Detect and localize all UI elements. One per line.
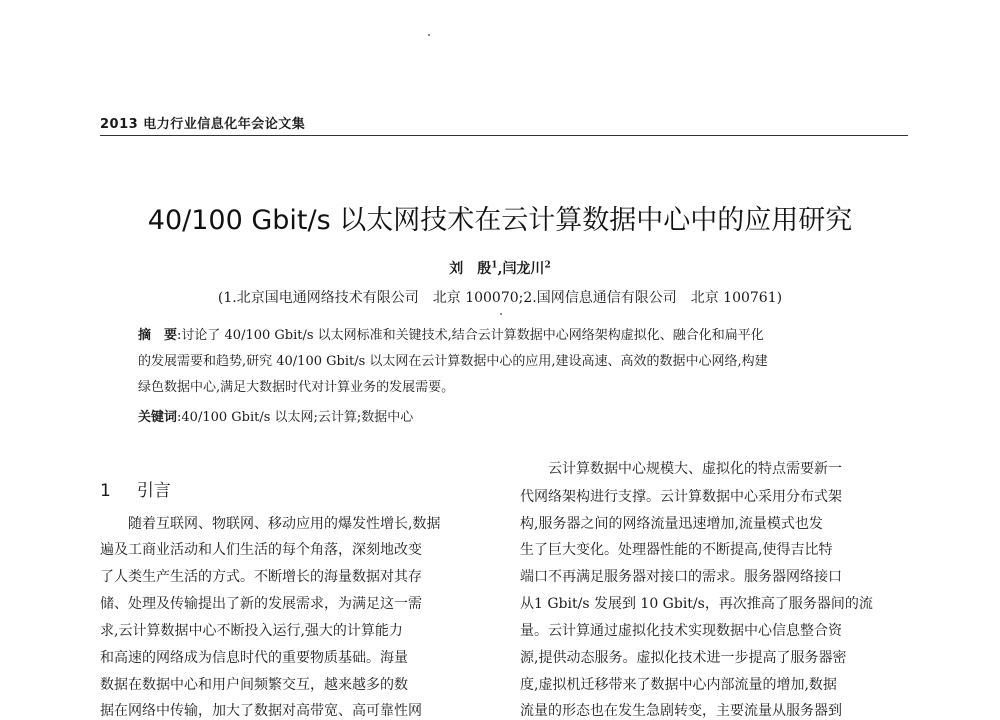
author-separator: , bbox=[497, 261, 503, 277]
left-line: 数据在数据中心和用户间频繁交互，越来越多的数 bbox=[100, 677, 408, 693]
abstract-line-3: 绿色数据中心,满足大数据时代对计算业务的发展需要。 bbox=[138, 380, 455, 395]
left-line: 求,云计算数据中心不断投入运行,强大的计算能力 bbox=[100, 623, 403, 639]
right-line: 云计算数据中心规模大、虚拟化的特点需要新一 bbox=[548, 461, 842, 477]
left-line: 随着互联网、物联网、移动应用的爆发性增长,数据 bbox=[128, 516, 441, 532]
abstract-label: 摘 要 bbox=[138, 328, 178, 343]
left-line: 了人类生产生活的方式。不断增长的海量数据对其存 bbox=[100, 569, 422, 585]
left-line: 储、处理及传输提出了新的发展需求，为满足这一需 bbox=[100, 596, 422, 612]
section-heading bbox=[100, 476, 171, 501]
abstract-line-1: 摘 要:讨论了 40/100 Gbit/s 以太网标准和关键技术,结合云计算数据中心网络架构虚拟化、融合化和扁平化 bbox=[138, 328, 764, 343]
author-1-affil-mark: 1 bbox=[491, 260, 498, 271]
right-line: 流量的形态也在发生急剧转变，主要流量从服务器到 bbox=[520, 703, 842, 719]
author-1: 刘 殷 bbox=[449, 261, 492, 277]
section-number: 1 bbox=[100, 481, 111, 501]
author-2-affil-mark: 2 bbox=[544, 260, 551, 271]
left-line: 和高速的网络成为信息时代的重要物质基础。海量 bbox=[100, 650, 408, 666]
author-2: 闫龙川 bbox=[502, 261, 545, 277]
proceedings-header: 2013 电力行业信息化年会论文集 bbox=[100, 117, 306, 132]
left-line: 据在网络中传输，加大了数据对高带宽、高可靠性网 bbox=[100, 703, 422, 719]
left-line: 遍及工商业活动和人们生活的每个角落，深刻地改变 bbox=[100, 542, 422, 558]
header-rule bbox=[100, 135, 908, 136]
right-line: 构,服务器之间的网络流量迅速增加,流量模式也发 bbox=[520, 516, 823, 532]
affiliation-line: (1.北京国电通网络技术有限公司 北京 100070;2.国网信息通信有限公司 北京 100761) bbox=[217, 290, 783, 306]
abstract-line-2: 的发展需要和趋势,研究 40/100 Gbit/s 以太网在云计算数据中心的应用,建设高速、高效的数据中心网络,构建 bbox=[138, 354, 768, 369]
right-line: 量。云计算通过虚拟化技术实现数据中心信息整合资 bbox=[520, 623, 842, 639]
right-line: 代网络架构进行支撑。云计算数据中心采用分布式架 bbox=[520, 489, 842, 505]
paper-title: 40/100 Gbit/s 以太网技术在云计算数据中心中的应用研究 bbox=[147, 205, 853, 236]
keywords-label: 关键词 bbox=[138, 410, 178, 425]
right-line: 生了巨大变化。处理器性能的不断提高,使得吉比特 bbox=[520, 542, 833, 558]
right-line: 从1 Gbit/s 发展到 10 Gbit/s，再次推高了服务器间的流 bbox=[520, 596, 873, 612]
scan-speck bbox=[428, 34, 430, 36]
keywords-text: :40/100 Gbit/s 以太网;云计算;数据中心 bbox=[177, 410, 414, 425]
abstract-block bbox=[138, 323, 873, 401]
author-line bbox=[0, 258, 1000, 278]
right-line: 端口不再满足服务器对接口的需求。服务器网络接口 bbox=[520, 569, 842, 585]
right-line: 度,虚拟机迁移带来了数据中心内部流量的增加,数据 bbox=[520, 677, 837, 693]
section-title: 引言 bbox=[136, 481, 171, 501]
right-line: 源,提供动态服务。虚拟化技术进一步提高了服务器密 bbox=[520, 650, 847, 666]
scan-speck bbox=[500, 313, 502, 315]
keywords-line bbox=[138, 406, 413, 425]
